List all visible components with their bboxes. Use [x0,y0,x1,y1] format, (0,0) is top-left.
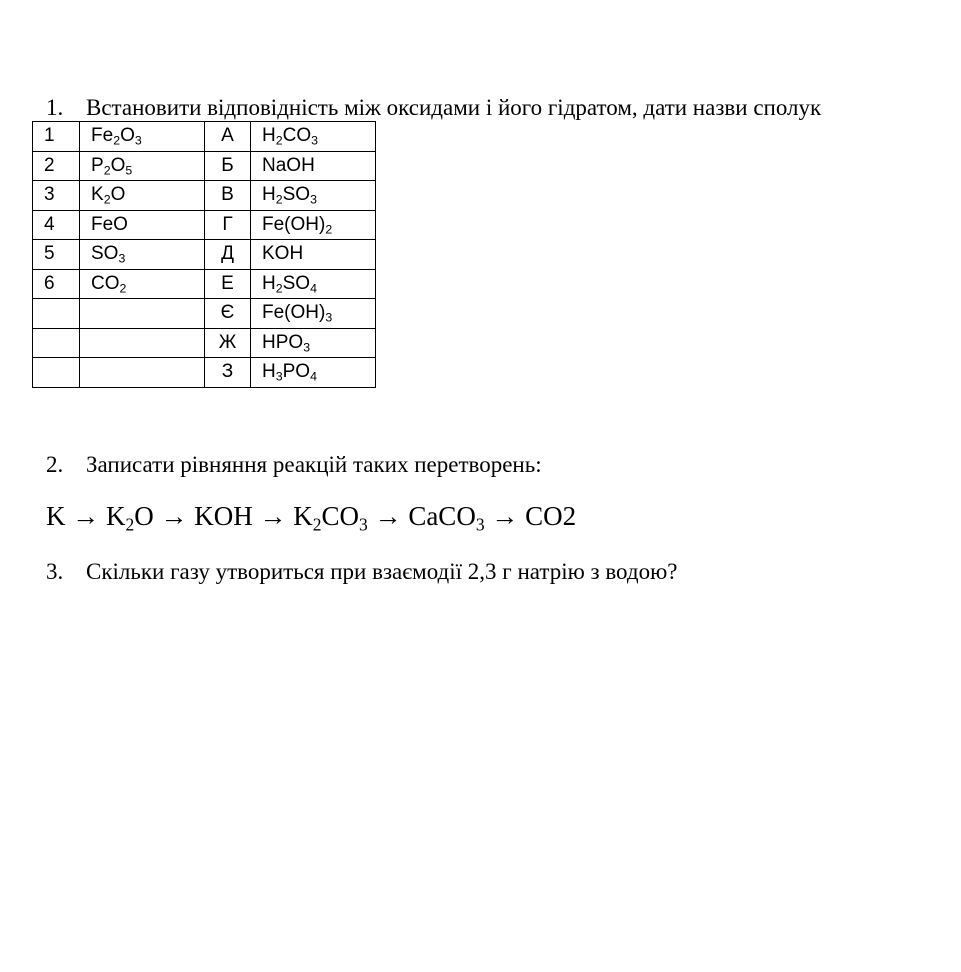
hydrate-formula [251,210,376,240]
oxide-formula [80,151,205,181]
arrow-icon: → [153,501,195,531]
task-3 [46,558,678,586]
row-number-text: 4 [44,213,55,235]
table-row [33,210,376,240]
row-number [33,240,80,270]
oxide-formula [80,328,205,358]
row-number [33,181,80,211]
hydrate-formula [251,151,376,181]
chain-substance: CaCO$_3$ [408,501,485,535]
hydrate-letter-text: Е [221,272,234,294]
task-1-text: Встановити відповідність між оксидами і його гідратом, дати назви сполук [86,95,822,120]
table-row [33,151,376,181]
oxide-formula-text: FeO [91,213,128,235]
row-number [33,269,80,299]
hydrate-letter [205,151,251,181]
row-number-text: 2 [44,154,55,176]
task-2-text: Записати рівняння реакцій таких перетворень: [86,452,542,477]
hydrate-formula-text: $H_3PO_4$ [262,361,317,384]
task-1 [46,94,821,122]
hydrate-letter-text: В [221,184,234,206]
row-number [33,299,80,329]
chain-substance: $K_2O$ [106,501,154,535]
task-2-number: 2. [46,452,64,477]
oxide-formula-text: $SO_3$ [91,243,126,266]
table-row [33,240,376,270]
row-number [33,328,80,358]
hydrate-letter-text: З [221,361,234,383]
oxide-formula-text: $P_2O_5$ [91,154,133,178]
hydrate-formula-text: $Fe(OH)_3$ [262,302,333,325]
hydrate-letter [205,328,251,358]
table-row [33,299,376,329]
hydrate-letter-text: Д [221,243,234,265]
row-number-text: 3 [44,184,55,206]
row-number-text: 1 [44,125,55,147]
hydrate-letter [205,122,251,152]
hydrate-formula-text: $H_2SO_3$ [262,184,317,207]
hydrate-formula-text: $Fe(OH)_2$ [262,213,333,237]
oxide-formula-text: $CO_2$ [91,272,127,296]
oxide-formula [80,122,205,152]
hydrate-formula-text: $H_2SO_4$ [262,272,317,296]
hydrate-formula [251,299,376,329]
oxide-formula [80,299,205,329]
hydrate-letter-text: Г [222,213,233,235]
hydrate-letter [205,181,251,211]
row-number [33,358,80,388]
hydrate-letter [205,299,251,329]
table-row [33,358,376,388]
hydrate-formula [251,328,376,358]
hydrate-formula-text: $HPO_3$ [262,331,311,355]
hydrate-formula [251,122,376,152]
hydrate-letter-text: Ж [218,331,237,353]
hydrate-formula-text: $H_2CO_3$ [262,125,318,148]
hydrate-letter-text: Є [220,302,235,324]
matching-table [32,121,376,388]
arrow-icon: → [367,501,409,531]
row-number [33,151,80,181]
chain-substance: CO2 [525,501,577,531]
hydrate-letter [205,269,251,299]
oxide-formula [80,240,205,270]
chain-substance: $K_2CO_3$ [293,501,368,535]
table-row [33,181,376,211]
row-number [33,122,80,152]
oxide-formula-text: $K_2O$ [91,184,126,207]
oxide-formula [80,210,205,240]
arrow-icon: → [252,501,294,531]
arrow-icon: → [65,501,106,531]
oxide-formula [80,269,205,299]
hydrate-letter-text: А [221,125,234,147]
table-row [33,122,376,152]
hydrate-formula-text: KOH [262,243,304,265]
arrow-icon: → [484,501,526,531]
hydrate-formula [251,269,376,299]
row-number-text: 6 [44,272,55,294]
hydrate-letter [205,240,251,270]
oxide-formula [80,181,205,211]
task-1-number: 1. [46,95,64,120]
transformation-chain [46,500,577,535]
hydrate-formula [251,358,376,388]
task-3-text: Скільки газу утвориться при взаємодії 2,3 г натрію з водою? [86,559,678,584]
task-3-number: 3. [46,559,64,584]
hydrate-letter-text: Б [221,154,234,176]
table-row [33,328,376,358]
row-number [33,210,80,240]
hydrate-formula-text: NaOH [262,154,315,176]
hydrate-letter [205,210,251,240]
task-2 [46,451,542,479]
oxide-formula [80,358,205,388]
hydrate-formula [251,181,376,211]
table-row [33,269,376,299]
chain-substance: K [46,501,66,531]
hydrate-formula [251,240,376,270]
hydrate-letter [205,358,251,388]
oxide-formula-text: $Fe_2O_3$ [91,125,142,148]
row-number-text: 5 [44,243,55,265]
chain-substance: KOH [194,501,253,531]
